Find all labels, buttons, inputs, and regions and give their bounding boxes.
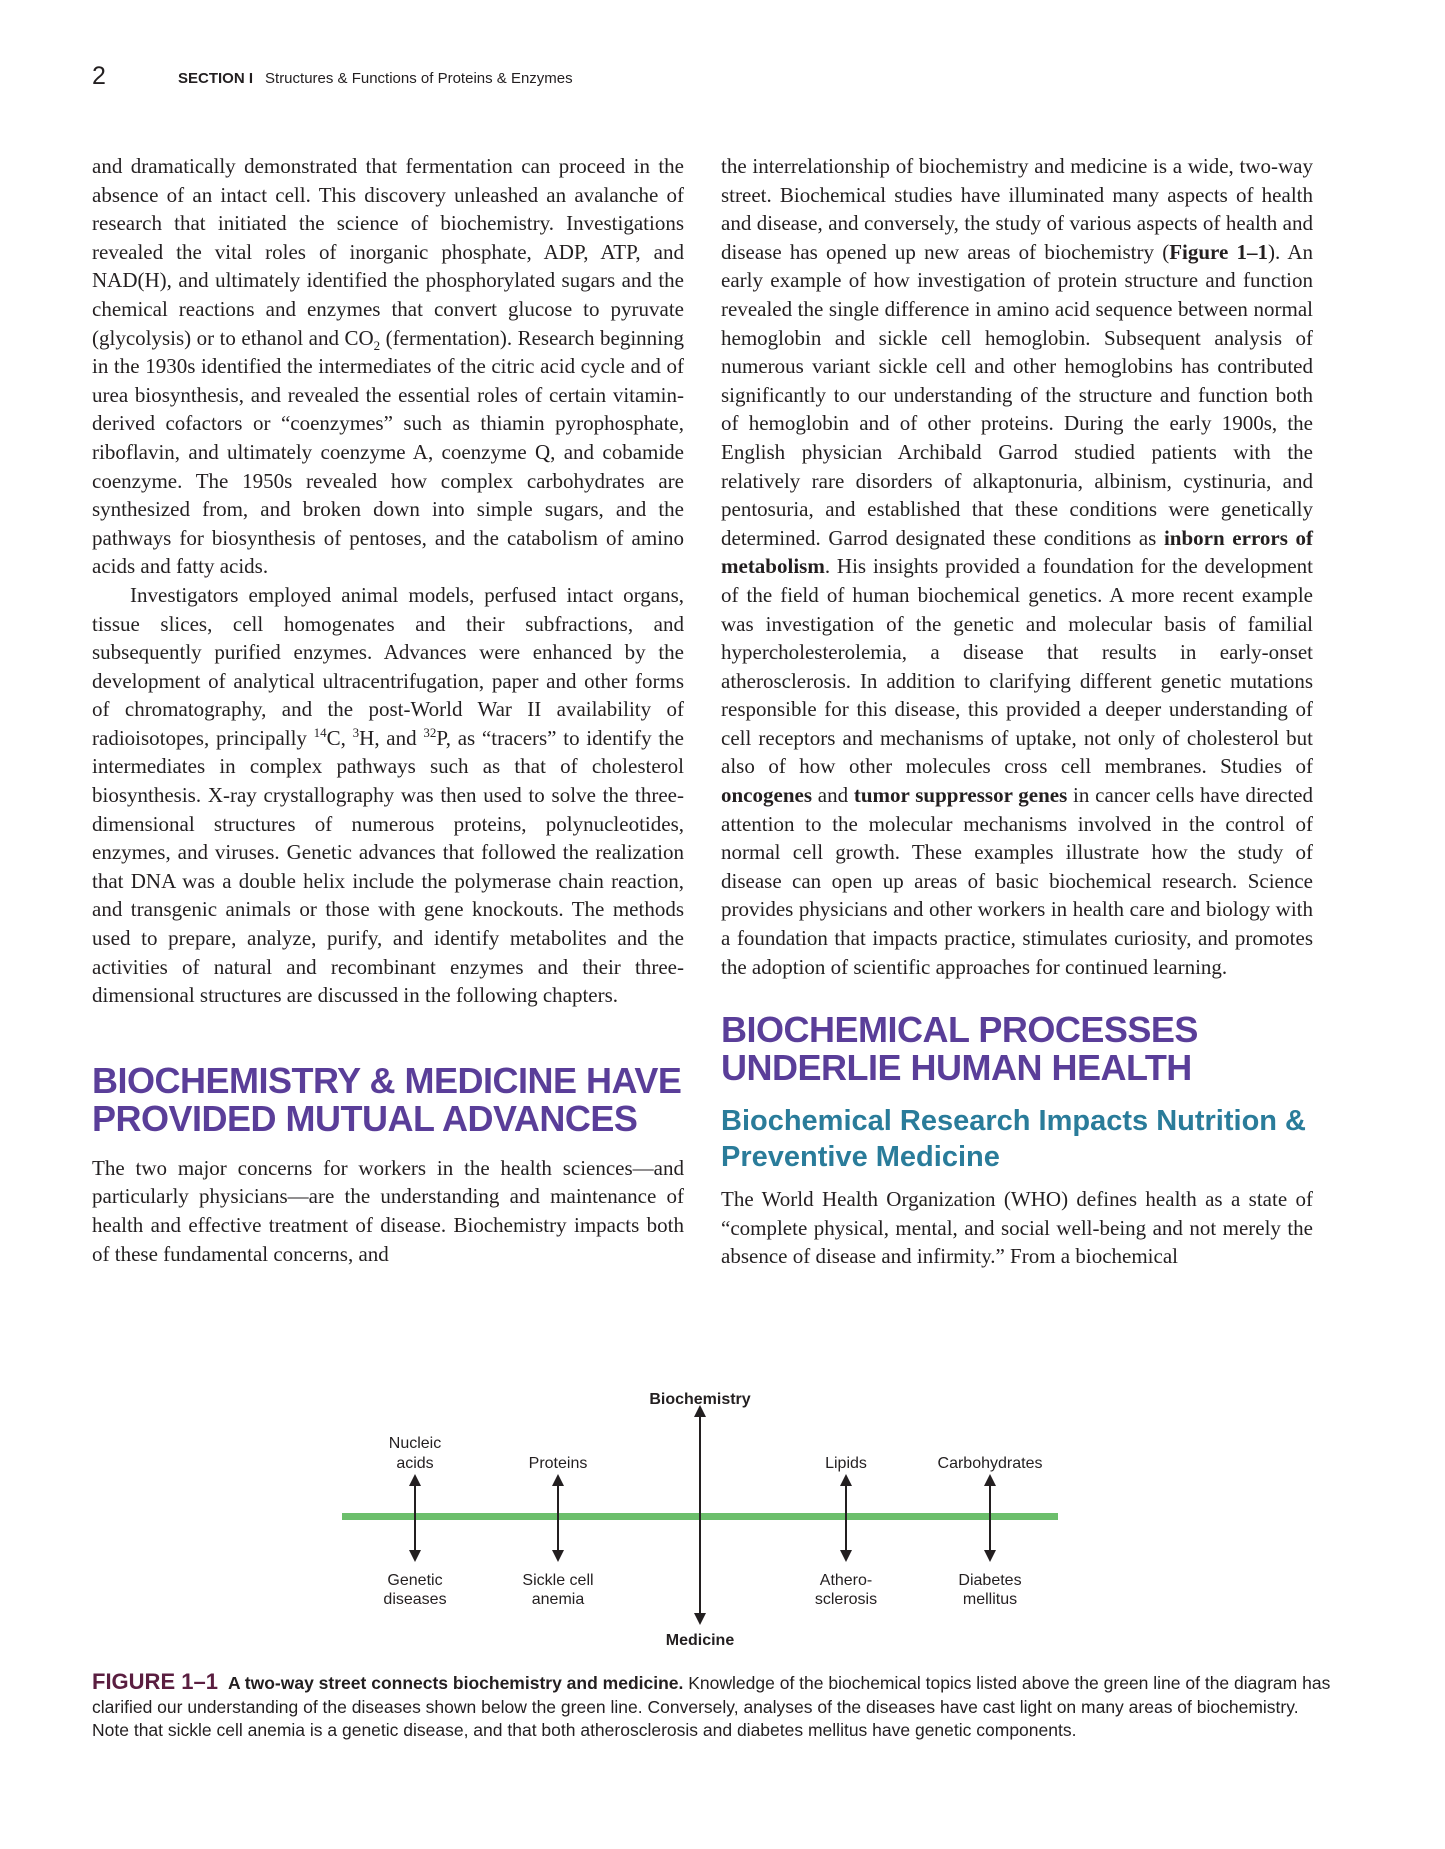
topic-column xyxy=(815,1455,877,1608)
running-header xyxy=(92,62,1353,92)
figure-reference[interactable]: Figure 1–1 xyxy=(1169,239,1269,264)
section-heading: BIOCHEMICAL PROCESSES UNDERLIE HUMAN HEALTH xyxy=(721,1009,1198,1089)
figure-items xyxy=(383,1435,1042,1608)
section-title: Structures & Functions of Proteins & Enzymes xyxy=(265,70,573,87)
paragraph: the interrelationship of biochemistry and medicine is a wide, two-way street. Biochemical studies have illuminated many aspects of health and disease, and conversely, the study of various aspects of health and disease has opened up new areas of biochemistry (Figure 1–1). An early example of how investigation of protein structure and function revealed the single difference in amino acid sequence between normal hemoglobin and sickle cell hemoglobin. Subsequent analysis of numerous variant sickle cell and other hemoglobins has contributed significantly to our understanding of the structure and function both of hemoglobin and of other proteins. During the early 1900s, the English physician Archibald Garrod studied patients with the relatively rare disorders of alkaptonuria, albinism, cystinuria, and pentosuria, and established that these conditions were genetically determined. Garrod designated these conditions as inborn errors of metabolism. His insights provided a foundation for the development of the field of human biochemical genetics. A more recent example was investigation of the genetic and molecular basis of familial hypercholesterolemia, a disease that results in early-onset atherosclerosis. In addition to clarifying different genetic mutations responsible for this disease, this provided a deeper understanding of cell receptors and mechanisms of uptake, not only of cholesterol but also of how other molecules cross cell membranes. Studies of oncogenes and tumor suppressor genes in cancer cells have directed attention to the molecular mechanisms involved in the control of normal cell growth. These examples illustrate how the study of disease can open up areas of basic biochemical research. Science provides physicians and other workers in health care and biology with a foundation that impacts practice, stimulates curiosity, and promotes the adoption of scientific approaches for continued learning. xyxy=(721,154,1314,979)
figure-diagram xyxy=(330,1378,1070,1658)
topic-label: Proteins xyxy=(528,1455,588,1472)
left-column xyxy=(92,152,684,1268)
figure-label: FIGURE 1–1 xyxy=(92,1669,218,1694)
caption-text: Knowledge of the biochemical topics listed above the green line of the diagram has clarified our understanding of the diseases shown below the green line. Conversely, analyses of the diseases have cast light on many areas of biochemistry. Note that sickle cell anemia is a genetic disease, and that both atherosclerosis and diabetes mellitus have genetic components. xyxy=(92,1673,1331,1740)
disease-label-line: diseases xyxy=(383,1591,447,1608)
topic-column xyxy=(522,1455,593,1608)
disease-label-line: mellitus xyxy=(962,1591,1018,1608)
figure-caption xyxy=(92,1670,1332,1743)
bottom-label: Medicine xyxy=(665,1632,735,1649)
section-heading: BIOCHEMISTRY & MEDICINE HAVE PROVIDED MUTUAL ADVANCES xyxy=(92,1059,682,1139)
disease-label-line: Athero- xyxy=(819,1572,873,1589)
paragraph: Investigators employed animal models, perfused intact organs, tissue slices, cell homogenates and their subfractions, and subsequently purified enzymes. Advances were enhanced by the development of analytical ultracentrifugation, paper and other forms of chromatography, and the post-World War II availability of radioisotopes, principally $^{14}$C, $^3$H, and $^{32}$P, as “tracers” to identify the intermediates in complex pathways such as that of cholesterol biosynthesis. X-ray crystallography was then used to solve the three-dimensional structures of numerous proteins, polynucleotides, enzymes, and viruses. Genetic advances that followed the realization that DNA was a double helix include the polymerase chain reaction, and transgenic animals or those with gene knockouts. The methods used to prepare, analyze, purify, and identify metabolites and the activities of natural and recombinant enzymes and their three-dimensional structures are discussed in the following chapters. xyxy=(92,582,684,1008)
disease-label-line: Genetic xyxy=(387,1572,443,1589)
topic-label-line: Nucleic xyxy=(388,1435,442,1452)
top-label: Biochemistry xyxy=(649,1391,751,1408)
paragraph: The World Health Organization (WHO) defines health as a state of “complete physical, mental, and social well-being and not merely the absence of disease and infirmity.” From a biochemical xyxy=(721,1187,1313,1269)
page-number: 2 xyxy=(92,62,106,90)
figure-1-1 xyxy=(330,1378,1070,1658)
section-label: SECTION I xyxy=(178,70,254,87)
paragraph: and dramatically demonstrated that fermentation can proceed in the absence of an intact cell. This discovery unleashed an avalanche of research that initiated the science of biochemistry. Investigations revealed the vital roles of inorganic phosphate, ADP, ATP, and NAD(H), and ultimately identified the phosphorylated sugars and the chemical reactions and enzymes that convert glucose to pyruvate (glycolysis) or to ethanol and $CO_2$ (fermentation). Research beginning in the 1930s identified the intermediates of the citric acid cycle and of urea biosynthesis, and revealed the essential roles of certain vitamin-derived cofactors or “coenzymes” such as thiamin pyrophosphate, riboflavin, and ultimately coenzyme A, coenzyme Q, and cobamide coenzyme. The 1950s revealed how complex carbohydrates are synthesized from, and broken down into simple sugars, and the pathways for biosynthesis of pentoses, and the catabolism of amino acids and fatty acids. xyxy=(92,154,684,579)
disease-label-line: Diabetes xyxy=(958,1572,1022,1589)
topic-label: acids xyxy=(396,1455,434,1472)
disease-label-line: sclerosis xyxy=(814,1591,878,1608)
topic-column xyxy=(383,1435,446,1608)
right-column xyxy=(721,152,1313,1271)
disease-label-line: Sickle cell xyxy=(522,1572,594,1589)
figure-title: A two-way street connects biochemistry and medicine. xyxy=(227,1673,684,1693)
running-head xyxy=(178,70,573,87)
topic-label: Lipids xyxy=(825,1455,867,1472)
subsection-heading: Biochemical Research Impacts Nutrition & Preventive Medicine xyxy=(721,1105,1306,1174)
topic-label: Carbohydrates xyxy=(937,1455,1043,1472)
topic-column xyxy=(938,1455,1043,1608)
disease-label-line: anemia xyxy=(531,1591,585,1608)
paragraph: The two major concerns for workers in the health sciences—and particularly physicians—are the understanding and maintenance of health and effective treatment of disease. Biochemistry impacts both of these fundamental concerns, and xyxy=(92,1155,684,1266)
